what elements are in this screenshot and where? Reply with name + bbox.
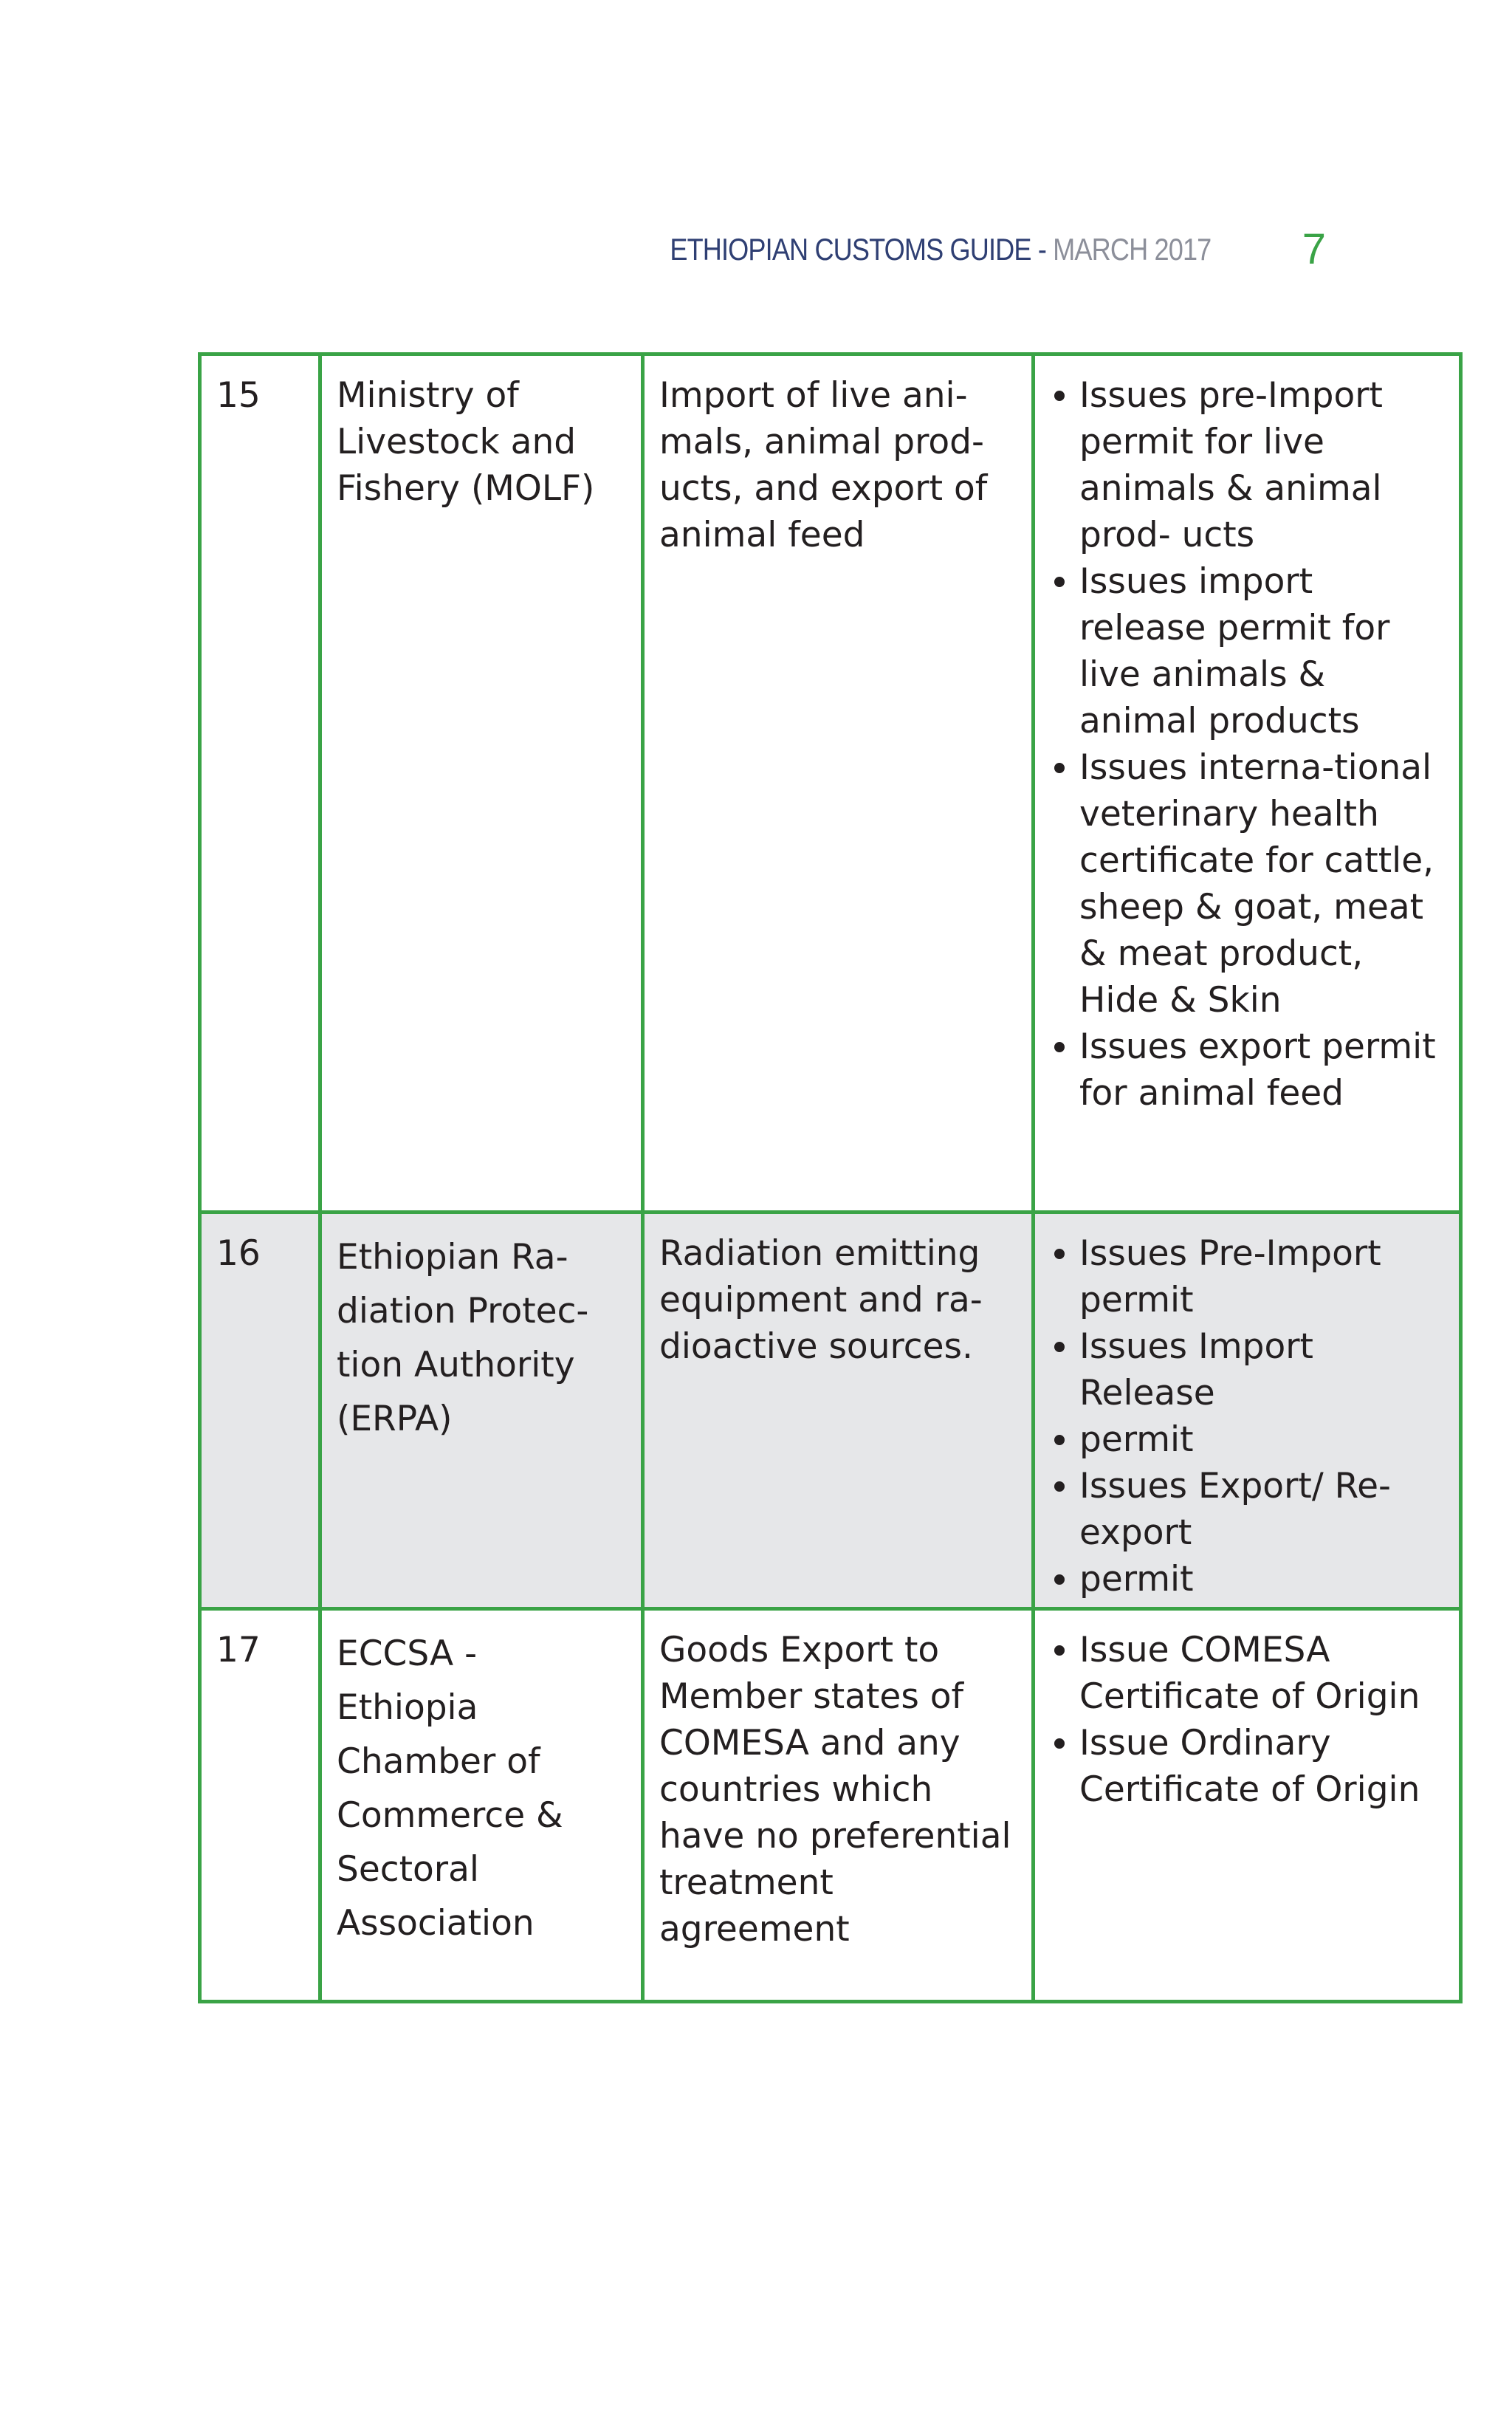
running-title bbox=[670, 232, 1211, 267]
guide-title: ETHIOPIAN CUSTOMS GUIDE - bbox=[669, 232, 1053, 267]
row-number: 16 bbox=[200, 1213, 320, 1609]
organization-cell: Ministry of Livestock and Fishery (MOLF) bbox=[320, 354, 643, 1213]
row-number: 17 bbox=[200, 1609, 320, 2002]
list-item: Issue COMESA Certificate of Origin bbox=[1050, 1627, 1444, 1720]
organization-cell: ECCSA - Ethiopia Chamber of Commerce & Sectoral Association bbox=[320, 1609, 643, 2002]
row-number: 15 bbox=[200, 354, 320, 1213]
list-item: Issues pre-Import permit for live animals & animal prod- ucts bbox=[1050, 372, 1444, 558]
list-item: Issues import release permit for live animals & animal products bbox=[1050, 558, 1444, 744]
table-row bbox=[200, 1609, 1461, 2002]
list-item: Issues Pre-Import permit bbox=[1050, 1230, 1444, 1323]
list-item: Issues Import Release bbox=[1050, 1323, 1444, 1416]
list-item: permit bbox=[1050, 1556, 1444, 1602]
agency-table bbox=[198, 352, 1463, 2003]
page-number: 7 bbox=[1302, 225, 1326, 273]
role-cell bbox=[1034, 1213, 1461, 1609]
scope-cell: Goods Export to Member states of COMESA and any countries which have no preferential treatment agreement bbox=[643, 1609, 1034, 2002]
organization-cell: Ethiopian Ra-diation Protec-tion Authority (ERPA) bbox=[320, 1213, 643, 1609]
role-list bbox=[1050, 1627, 1444, 1813]
list-item: Issues interna-tional veterinary health certificate for cattle, sheep & goat, meat & meat product, Hide & Skin bbox=[1050, 744, 1444, 1024]
table-row bbox=[200, 354, 1461, 1213]
list-item: Issues Export/ Re-export bbox=[1050, 1463, 1444, 1556]
list-item: Issue Ordinary Certificate of Origin bbox=[1050, 1720, 1444, 1813]
role-cell bbox=[1034, 1609, 1461, 2002]
role-list bbox=[1050, 372, 1444, 1117]
page-header bbox=[0, 222, 1512, 281]
role-list bbox=[1050, 1230, 1444, 1602]
list-item: permit bbox=[1050, 1416, 1444, 1463]
list-item: Issues export permit for animal feed bbox=[1050, 1024, 1444, 1117]
scope-cell: Radiation emitting equipment and ra-dioactive sources. bbox=[643, 1213, 1034, 1609]
role-cell bbox=[1034, 354, 1461, 1213]
table-row bbox=[200, 1213, 1461, 1609]
scope-cell: Import of live ani-mals, animal prod-ucts, and export of animal feed bbox=[643, 354, 1034, 1213]
guide-date: MARCH 2017 bbox=[1052, 232, 1211, 267]
